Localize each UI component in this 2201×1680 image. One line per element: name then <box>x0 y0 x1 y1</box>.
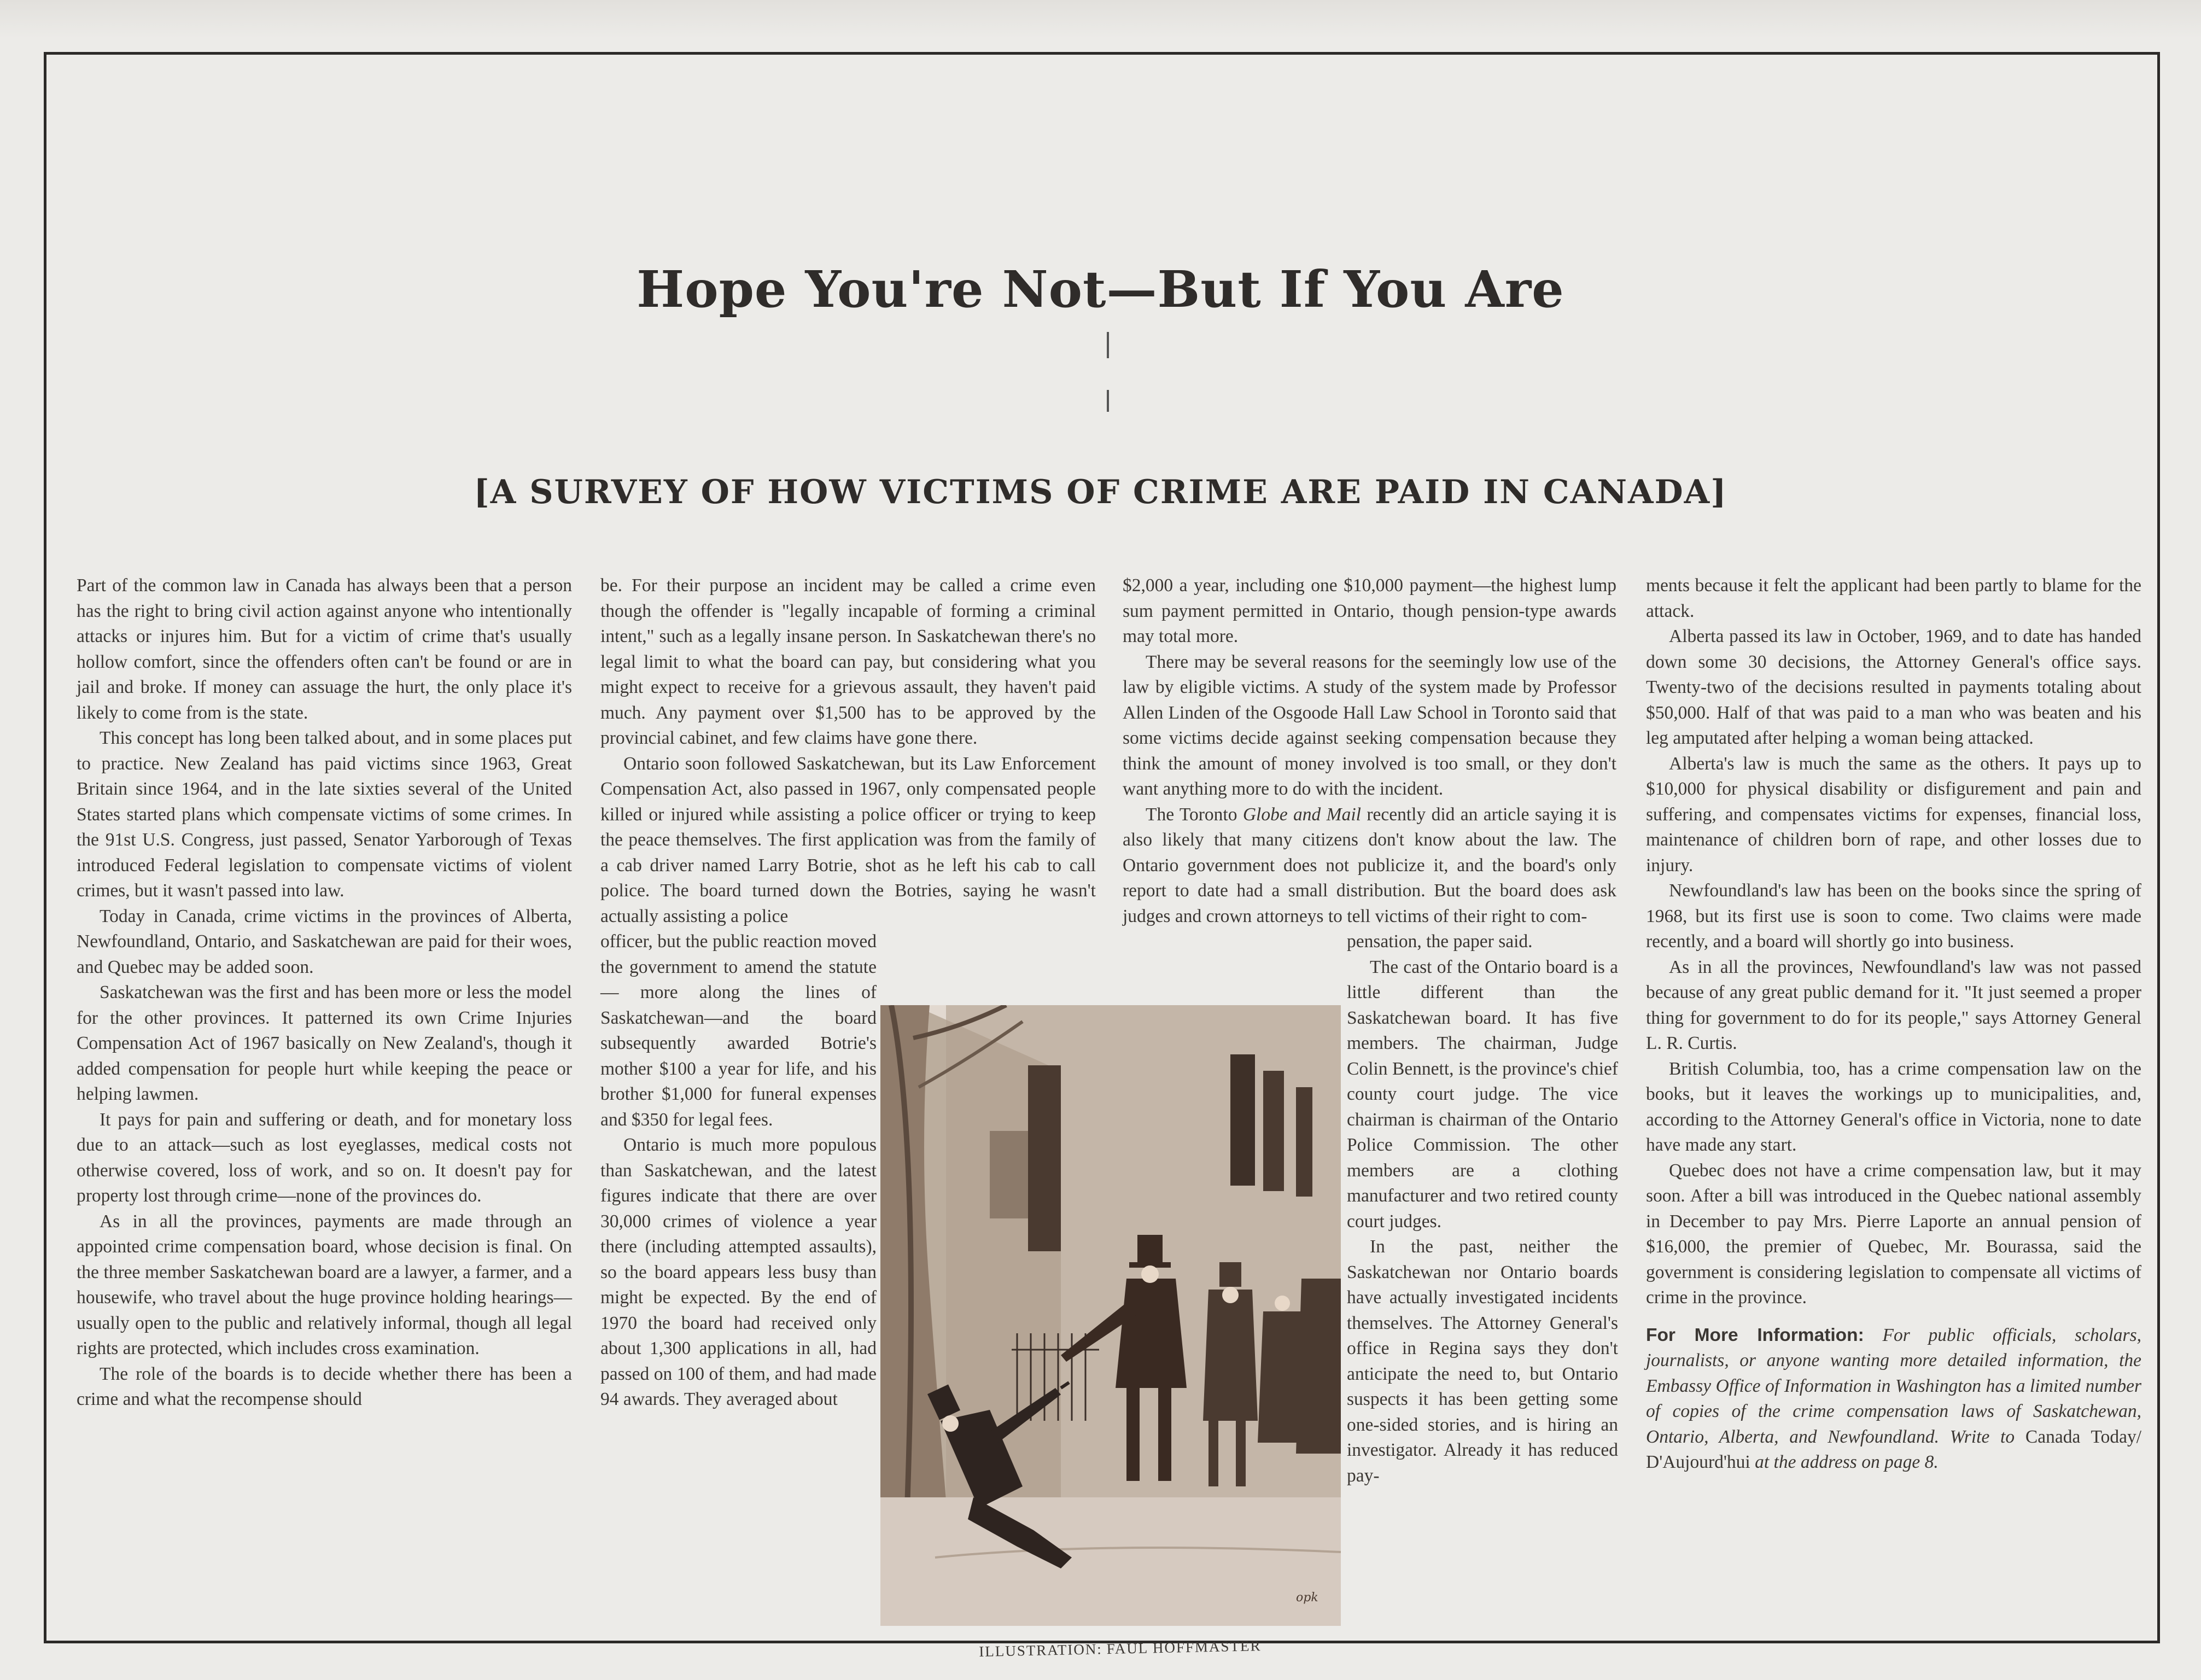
text-run: The Toronto <box>1146 804 1243 825</box>
artist-signature: opk <box>1296 1591 1318 1605</box>
paragraph: Ontario is much more populous than Saskatchewan, and the latest figures indicate that there are over 30,000 crimes of violence a year there (including attempted assaults), so the board appears less busy than might be expected. By the end of 1970 the board had received only about 1,300 applications in all, had passed on 100 of them, and had made 94 awards. They averaged about <box>600 1135 877 1409</box>
paragraph: ments because it felt the applicant had been partly to blame for the attack. <box>1646 575 2141 621</box>
paragraph <box>1123 802 1616 930</box>
fold-mark <box>1107 390 1109 412</box>
page-edge <box>0 0 2201 38</box>
text-run: recently did an article saying it is also likely that many citizens don't know about the law. The Ontario government does not publicize it, and the board's only report to date had a small distribution. But the board does ask judges and crown attorneys to tell victims of their right to com- <box>1123 804 1616 926</box>
paragraph: Alberta's law is much the same as the others. It pays up to $10,000 for physical disability or disfigurement and pain and suffering, and compensates victims for expenses, financial loss, maintenance of children born of rape, and other losses due to injury. <box>1646 753 2141 876</box>
paragraph: Quebec does not have a crime compensation law, but it may soon. After a bill was introduced in the Quebec national assembly in December to pay Mrs. Pierre Laporte an annual pension of $16,000, the premier of Quebec, Mr. Bourassa, said the government is considering legislation to compensate all victims of crime in the province. <box>1646 1160 2141 1308</box>
paragraph: The cast of the Ontario board is a little different than the Saskatchewan board. It has five members. The chairman, Judge Colin Bennett, is the province's chief county court judge. The vice chairman is chairman of the Ontario Police Commission. The other members are a clothing manufacturer and two retired county court judges. <box>1347 956 1618 1232</box>
paragraph: be. For their purpose an incident may be called a crime even though the offender is "legally incapable of forming a criminal intent," such as a legally insane person. In Saskatchewan there's no legal limit to what the board can pay, but considering what you might expect to receive for a grievous assault, they haven't paid much. Any payment over $1,500 has to be approved by the provincial cabinet, and few claims have gone there. <box>600 575 1096 748</box>
paragraph: British Columbia, too, has a crime compensation law on the books, but it leaves the workings up to municipalities, and, according to the Attorney General's office in Victoria, none to date have made any start. <box>1646 1058 2141 1155</box>
credit-label: ILLUSTRATION: <box>979 1641 1103 1660</box>
paragraph: As in all the provinces, payments are made through an appointed crime compensation board, whose decision is final. On the three member Saskatchewan board are a lawyer, a farmer, and a housewife, who travel about the huge province holding hearings—usually open to the public and relatively informal, though all legal rights are protected, which includes cross examination. <box>77 1211 572 1358</box>
paragraph: There may be several reasons for the seemingly low use of the law by eligible victims. A study of the system made by Professor Allen Linden of the Osgoode Hall Law School in Toronto said that some victims decide against seeking compensation because they think the amount of money involved is too small, or they don't want anything more to do with the incident. <box>1123 651 1616 799</box>
paragraph: Saskatchewan was the first and has been more or less the model for the other provinces. It patterned its own Crime Injuries Compensation Act of 1967 basically on New Zealand's, though it added compensation for people hurt while keeping the peace or helping lawmen. <box>77 982 572 1104</box>
paragraph: Newfoundland's law has been on the books since the spring of 1968, but its first use is soon to come. Two claims were made recently, and a board will shortly go into business. <box>1646 880 2141 952</box>
fold-mark <box>1107 332 1109 358</box>
publication-name: Canada Today/ D'Aujourd'hui <box>1646 1426 2141 1472</box>
paragraph: pensation, the paper said. <box>1347 931 1533 952</box>
more-info-note <box>1646 1323 2141 1475</box>
article-subtitle: [A SURVEY OF HOW VICTIMS OF CRIME ARE PAID IN CANADA] <box>474 473 1727 511</box>
paragraph: Ontario soon followed Saskatchewan, but its Law Enforcement Compensation Act, also passed in 1967, only compensated people killed or injured while assisting a police officer or trying to keep the peace themselves. The first application was from the family of a cab driver named Larry Botrie, shot as he left his cab to call police. The board turned down the Botries, saying he wasn't actually assisting a police <box>600 753 1096 926</box>
wrapped-text <box>1347 929 1618 1489</box>
paragraph: $2,000 a year, including one $10,000 payment—the highest lump sum payment permitted in Ontario, though pension-type awards may total more. <box>1123 575 1616 646</box>
more-info-text: For public officials, scholars, journalists, or anyone wanting more detailed information, the Embassy Office of Information in Washington has a limited number of copies of the crime compensation laws of Saskatchewan, Ontario, Alberta, and Newfoundland. Write to <box>1646 1325 2141 1447</box>
paragraph: Today in Canada, crime victims in the provinces of Alberta, Newfoundland, Ontario, and Saskatchewan are paid for their woes, and Quebec may be added soon. <box>77 906 572 977</box>
paragraph: It pays for pain and suffering or death, and for monetary loss due to an attack—such as lost eyeglasses, medical costs not otherwise covered, loss of work, and so on. It doesn't pay for property lost through crime—none of the provinces do. <box>77 1109 572 1206</box>
article-title: Hope You're Not—But If You Are <box>637 260 1564 319</box>
more-info-label: For More Information: <box>1646 1325 1864 1345</box>
crime-scene-illustration <box>880 1005 1341 1626</box>
wrapped-text <box>600 929 877 1413</box>
paragraph: As in all the provinces, Newfoundland's law was not passed because of any great public demand for it. "It just seemed a proper thing for government to do for its people," says Attorney General L. R. Curtis. <box>1646 956 2141 1053</box>
article-column-4 <box>1646 573 2141 1475</box>
paragraph: In the past, neither the Saskatchewan nor Ontario boards have actually investigated incidents themselves. The Attorney General's office in Regina says they don't anticipate the need to, but Ontario suspects it has been getting some one-sided stories, and is hiring an investigator. Already it has reduced pay- <box>1347 1236 1618 1486</box>
article-column-1 <box>77 573 572 1413</box>
credit-name: FAUL HOFFMASTER <box>1106 1637 1262 1658</box>
paragraph: This concept has long been talked about, and in some places put to practice. New Zealand has paid victims since 1963, Great Britain since 1964, and in the late sixties several of the United States started plans which compensate victims of some crimes. In the 91st U.S. Congress, just passed, Senator Yarborough of Texas introduced Federal legislation to compensate victims of violent crimes, but it wasn't passed into law. <box>77 728 572 901</box>
paragraph: The role of the boards is to decide whether there has been a crime and what the recompense should <box>77 1363 572 1409</box>
newspaper-name: Globe and Mail <box>1242 804 1361 825</box>
paragraph: Alberta passed its law in October, 1969, and to date has handed down some 30 decisions, the Attorney General's office says. Twenty-two of the decisions resulted in payments totaling about $50,000. Half of that was paid to a man who was beaten and his leg amputated after helping a woman being attacked. <box>1646 626 2141 748</box>
paragraph: officer, but the public reaction moved the government to amend the statute — more along the lines of Saskatchewan—and the board subsequently awarded Botrie's mother $100 a year for life, and his brother $1,000 for funeral expenses and $350 for legal fees. <box>600 931 877 1130</box>
paragraph: Part of the common law in Canada has always been that a person has the right to bring civil action against anyone who intentionally attacks or injures him. But for a victim of crime that's usually hollow comfort, since the offenders often can't be found or are in jail and broke. If money can assuage the hurt, the only place it's likely to come from is the state. <box>77 575 572 723</box>
more-info-text: at the address on page 8. <box>1750 1452 1939 1472</box>
